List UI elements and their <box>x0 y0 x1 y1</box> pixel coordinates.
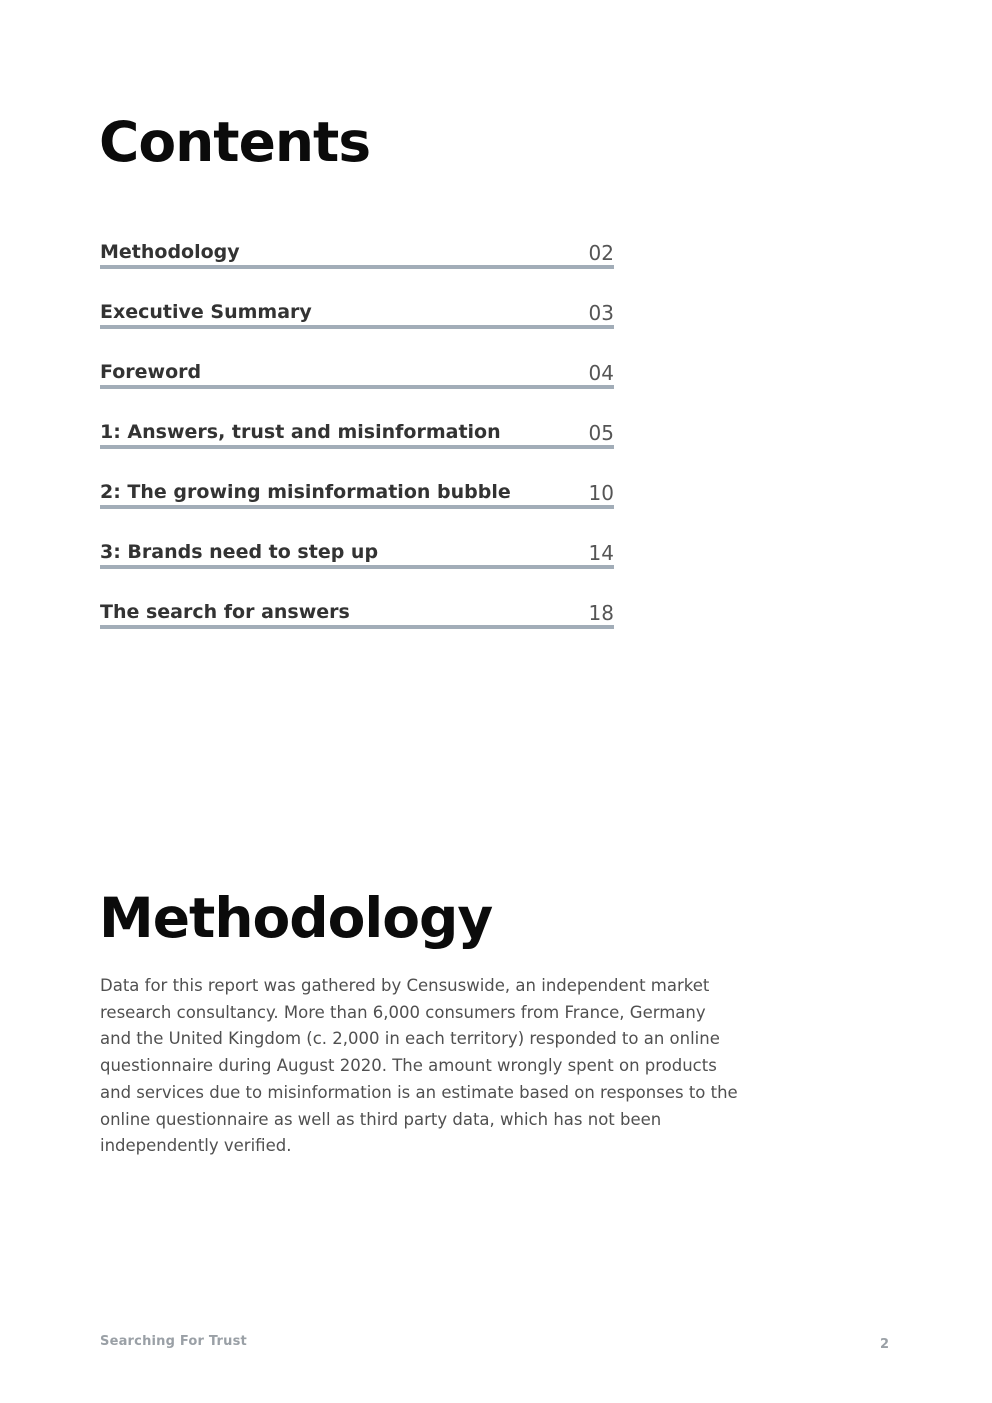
contents-title: Contents <box>99 110 371 174</box>
toc-divider <box>100 445 614 449</box>
toc-item-label: 3: Brands need to step up <box>100 541 379 563</box>
toc-divider <box>100 385 614 389</box>
toc-item-page: 18 <box>588 601 614 625</box>
toc-item-misinformation-bubble[interactable] <box>100 480 614 540</box>
toc-item-label: The search for answers <box>100 601 350 623</box>
footer-page-number: 2 <box>880 1337 890 1352</box>
toc-item-page: 04 <box>588 361 614 385</box>
toc-item-page: 10 <box>588 481 614 505</box>
toc-item-label: 1: Answers, trust and misinformation <box>100 421 501 443</box>
toc-item-label: 2: The growing misinformation bubble <box>100 481 511 503</box>
toc-divider <box>100 505 614 509</box>
methodology-title: Methodology <box>99 886 493 950</box>
toc-divider <box>100 625 614 629</box>
toc-divider <box>100 265 614 269</box>
table-of-contents <box>100 240 614 660</box>
toc-item-methodology[interactable] <box>100 240 614 300</box>
methodology-body: Data for this report was gathered by Censuswide, an independent market research consultancy. More than 6,000 consumers from France, Germany and the United Kingdom (c. 2,000 in each territory) responded to an online questionnaire during August 2020. The amount wrongly spent on products and services due to misinformation is an estimate based on responses to the online questionnaire as well as third party data, which has not been independently verified. <box>100 976 738 1156</box>
toc-item-label: Executive Summary <box>100 301 312 323</box>
toc-item-brands-step-up[interactable] <box>100 540 614 600</box>
toc-item-page: 03 <box>588 301 614 325</box>
toc-divider <box>100 565 614 569</box>
toc-item-page: 05 <box>588 421 614 445</box>
toc-item-answers-trust-misinformation[interactable] <box>100 420 614 480</box>
toc-item-page: 14 <box>588 541 614 565</box>
toc-item-foreword[interactable] <box>100 360 614 420</box>
footer-report-title: Searching For Trust <box>100 1334 247 1349</box>
toc-item-label: Methodology <box>100 241 240 263</box>
toc-item-executive-summary[interactable] <box>100 300 614 360</box>
toc-item-page: 02 <box>588 241 614 265</box>
toc-item-search-for-answers[interactable] <box>100 600 614 660</box>
toc-divider <box>100 325 614 329</box>
toc-item-label: Foreword <box>100 361 202 383</box>
